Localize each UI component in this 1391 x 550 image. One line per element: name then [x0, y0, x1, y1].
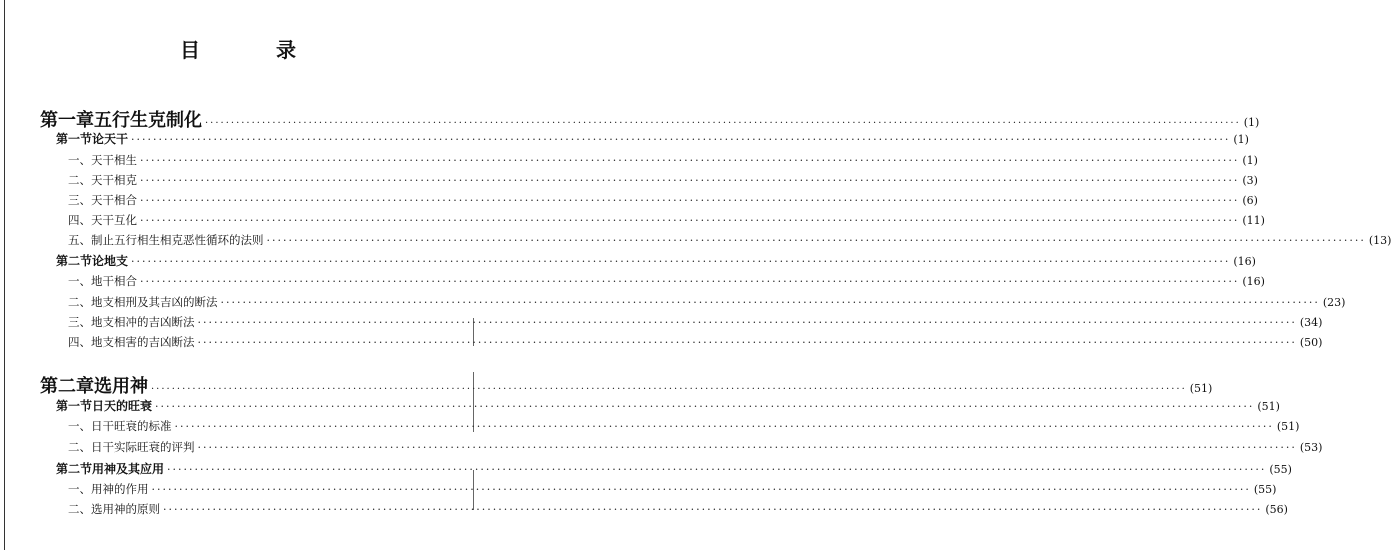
- chapter-title: 选用神: [94, 376, 148, 397]
- leader-dots: ········································································································································································································: [140, 154, 1240, 167]
- item-title: 二、地支相刑及其吉凶的断法: [68, 295, 218, 309]
- toc-item-entry[interactable]: [68, 418, 1300, 434]
- toc-chapter-entry[interactable]: [40, 106, 1260, 132]
- toc-item-entry[interactable]: [68, 501, 1288, 517]
- leader-dots: ········································································································································································································: [140, 174, 1240, 187]
- leader-dots: ········································································································································································································: [197, 441, 1297, 454]
- section-number: 第二节: [56, 254, 93, 268]
- toc-item-entry[interactable]: [68, 334, 1323, 350]
- item-title: 三、地支相冲的吉凶断法: [68, 315, 195, 329]
- page-number: (55): [1269, 463, 1292, 476]
- toc-section-entry[interactable]: [56, 460, 1292, 477]
- item-title: 一、用神的作用: [68, 482, 149, 496]
- leader-dots: ········································································································································································································: [151, 483, 1251, 496]
- toc-item-entry[interactable]: [68, 172, 1258, 188]
- item-title: 二、日干实际旺衰的评判: [68, 440, 195, 454]
- section-title: 用神及其应用: [92, 462, 165, 476]
- leader-dots: ········································································································································································································: [220, 296, 1320, 309]
- page-number: (51): [1189, 382, 1213, 395]
- leader-dots: ········································································································································································································: [155, 400, 1255, 413]
- leader-dots: ········································································································································································································: [197, 336, 1297, 349]
- item-title: 三、天干相合: [68, 193, 137, 207]
- toc-item-entry[interactable]: [68, 294, 1346, 310]
- leader-dots: ········································································································································································································: [131, 255, 1231, 268]
- page-number: (53): [1299, 441, 1323, 454]
- leader-dots: ········································································································································································································: [140, 275, 1240, 288]
- section-number: 第一节: [56, 399, 93, 413]
- leader-dots: ········································································································································································································: [266, 234, 1366, 247]
- page-number: (1): [1243, 116, 1260, 129]
- leader-dots: ········································································································································································································: [167, 463, 1267, 476]
- toc-section-entry[interactable]: [56, 397, 1280, 414]
- item-title: 一、日干旺衰的标准: [68, 419, 172, 433]
- toc-item-entry[interactable]: [68, 192, 1258, 208]
- page-number: (51): [1276, 420, 1300, 433]
- toc-section-entry[interactable]: [56, 130, 1249, 147]
- item-title: 二、天干相克: [68, 173, 137, 187]
- toc-section-entry[interactable]: [56, 252, 1256, 269]
- page-number: (55): [1253, 483, 1277, 496]
- item-title: 四、天干互化: [68, 213, 137, 227]
- section-title: 论地支: [92, 254, 129, 268]
- toc-item-entry[interactable]: [68, 212, 1265, 228]
- leader-dots: ········································································································································································································: [197, 316, 1297, 329]
- page-title: 目 录: [180, 38, 324, 62]
- leader-dots: ········································································································································································································: [174, 420, 1274, 433]
- chapter-number: 第一章: [40, 110, 94, 131]
- item-title: 二、选用神的原则: [68, 502, 160, 516]
- page-number: (1): [1233, 133, 1249, 146]
- toc-item-entry[interactable]: [68, 439, 1323, 455]
- chapter-number: 第二章: [40, 376, 94, 397]
- leader-dots: ········································································································································································································: [131, 133, 1231, 146]
- chapter-title: 五行生克制化: [94, 110, 202, 131]
- section-number: 第二节: [56, 462, 93, 476]
- section-title: 论天干: [92, 132, 129, 146]
- page-number: (13): [1368, 234, 1391, 247]
- page-number: (34): [1299, 316, 1323, 329]
- leader-dots: ········································································································································································································: [140, 194, 1240, 207]
- page-number: (11): [1242, 214, 1265, 227]
- page-left-border: [4, 0, 5, 550]
- leader-dots: ········································································································································································································: [151, 384, 1187, 395]
- page-number: (51): [1257, 400, 1280, 413]
- toc-item-entry[interactable]: [68, 481, 1277, 497]
- toc-chapter-entry[interactable]: [40, 372, 1213, 398]
- toc-item-entry[interactable]: [68, 273, 1265, 289]
- page-number: (56): [1265, 503, 1288, 516]
- section-number: 第一节: [56, 132, 93, 146]
- item-title: 五、制止五行相生相克恶性循环的法则: [68, 233, 264, 247]
- page-number: (1): [1242, 154, 1258, 167]
- page-number: (16): [1233, 255, 1256, 268]
- toc-item-entry[interactable]: [68, 152, 1258, 168]
- item-title: 四、地支相害的吉凶断法: [68, 335, 195, 349]
- leader-dots: ········································································································································································································: [163, 503, 1263, 516]
- toc-item-entry[interactable]: [68, 314, 1323, 330]
- page-number: (50): [1299, 336, 1323, 349]
- leader-dots: ········································································································································································································: [205, 118, 1241, 129]
- toc-item-entry[interactable]: [68, 232, 1391, 248]
- page-number: (3): [1242, 174, 1258, 187]
- item-title: 一、地干相合: [68, 274, 137, 288]
- page-number: (6): [1242, 194, 1258, 207]
- page-number: (16): [1242, 275, 1265, 288]
- item-title: 一、天干相生: [68, 153, 137, 167]
- section-title: 日天的旺衰: [92, 399, 153, 413]
- leader-dots: ········································································································································································································: [140, 214, 1240, 227]
- page-number: (23): [1322, 296, 1346, 309]
